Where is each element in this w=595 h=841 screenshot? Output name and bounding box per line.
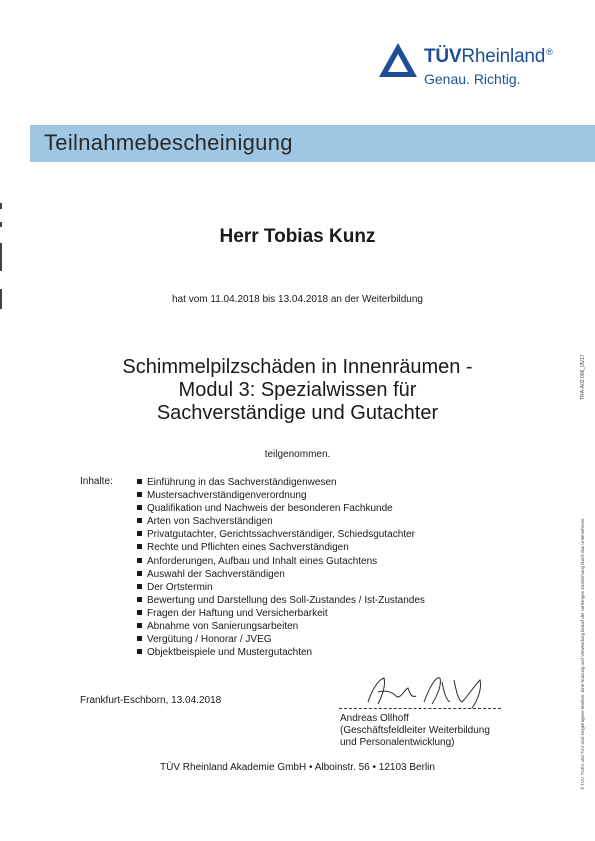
bullet-icon <box>137 636 142 641</box>
contents-list <box>137 476 425 659</box>
course-title-line: Modul 3: Spezialwissen für <box>178 379 417 401</box>
bullet-icon <box>137 584 142 589</box>
bullet-icon <box>137 597 142 602</box>
trademark-notice: ® TÜV, TUEV und TUV sind eingetragene Marken. Eine Nutzung und Verwendung bedarf der vorherigen Zustimmung durch das Unternehmen. <box>580 517 585 790</box>
list-item: Abnahme von Sanierungsarbeiten <box>137 620 425 633</box>
list-item: Mustersachverständigenverordnung <box>137 489 425 502</box>
course-title-line: Sachverständige und Gutachter <box>156 402 439 424</box>
signer-block <box>340 713 490 749</box>
signer-name: Andreas Ollhoff <box>340 713 409 724</box>
place-date: Frankfurt-Eschborn, 13.04.2018 <box>80 695 222 706</box>
list-item: Einführung in das Sachverständigenwesen <box>137 476 425 489</box>
bullet-icon <box>137 571 142 576</box>
signer-role: (Geschäftsfeldleiter Weiterbildung <box>340 725 490 736</box>
list-item: Privatgutachter, Gerichtssachverständiger, Schiedsgutachter <box>137 528 425 541</box>
form-code: TRA-A02 006_05/17 <box>580 354 586 400</box>
bullet-icon <box>137 531 142 536</box>
signature-image <box>362 672 492 712</box>
bullet-icon <box>137 649 142 654</box>
contents-label: Inhalte: <box>80 476 113 487</box>
bullet-icon <box>137 505 142 510</box>
course-title <box>0 356 595 425</box>
signer-role: und Personalentwicklung) <box>340 737 455 748</box>
bullet-icon <box>137 623 142 628</box>
intro-text: hat vom 11.04.2018 bis 13.04.2018 an der Weiterbildung <box>172 294 423 305</box>
bullet-icon <box>137 610 142 615</box>
list-item: Auswahl der Sachverständigen <box>137 568 425 581</box>
tuv-triangle-logo-icon <box>378 42 418 78</box>
bullet-icon <box>137 544 142 549</box>
list-item: Rechte und Pflichten eines Sachverständigen <box>137 541 425 554</box>
course-title-line: Schimmelpilzschäden in Innenräumen - <box>122 356 473 378</box>
list-item: Objektbeispiele und Mustergutachten <box>137 646 425 659</box>
logo-brand: TÜVRheinland® <box>424 46 553 67</box>
logo-slogan: Genau. Richtig. <box>424 71 521 87</box>
list-item: Vergütung / Honorar / JVEG <box>137 633 425 646</box>
completed-text: teilgenommen. <box>264 449 331 460</box>
signature-line <box>339 708 501 709</box>
edge-mark <box>0 203 2 209</box>
bullet-icon <box>137 558 142 563</box>
list-item: Der Ortstermin <box>137 581 425 594</box>
bullet-icon <box>137 492 142 497</box>
document-title: Teilnahmebescheinigung <box>44 130 293 155</box>
list-item: Arten von Sachverständigen <box>137 515 425 528</box>
list-item: Bewertung und Darstellung des Soll-Zustandes / Ist-Zustandes <box>137 594 425 607</box>
list-item: Fragen der Haftung und Versicherbarkeit <box>137 607 425 620</box>
recipient-name: Herr Tobias Kunz <box>219 226 376 247</box>
list-item: Qualifikation und Nachweis der besonderen Fachkunde <box>137 502 425 515</box>
tuv-rheinland-logo <box>378 40 578 100</box>
list-item: Anforderungen, Aufbau und Inhalt eines Gutachtens <box>137 555 425 568</box>
footer-address: TÜV Rheinland Akademie GmbH • Alboinstr. 56 • 12103 Berlin <box>160 762 435 773</box>
title-banner <box>30 125 595 162</box>
bullet-icon <box>137 518 142 523</box>
bullet-icon <box>137 479 142 484</box>
